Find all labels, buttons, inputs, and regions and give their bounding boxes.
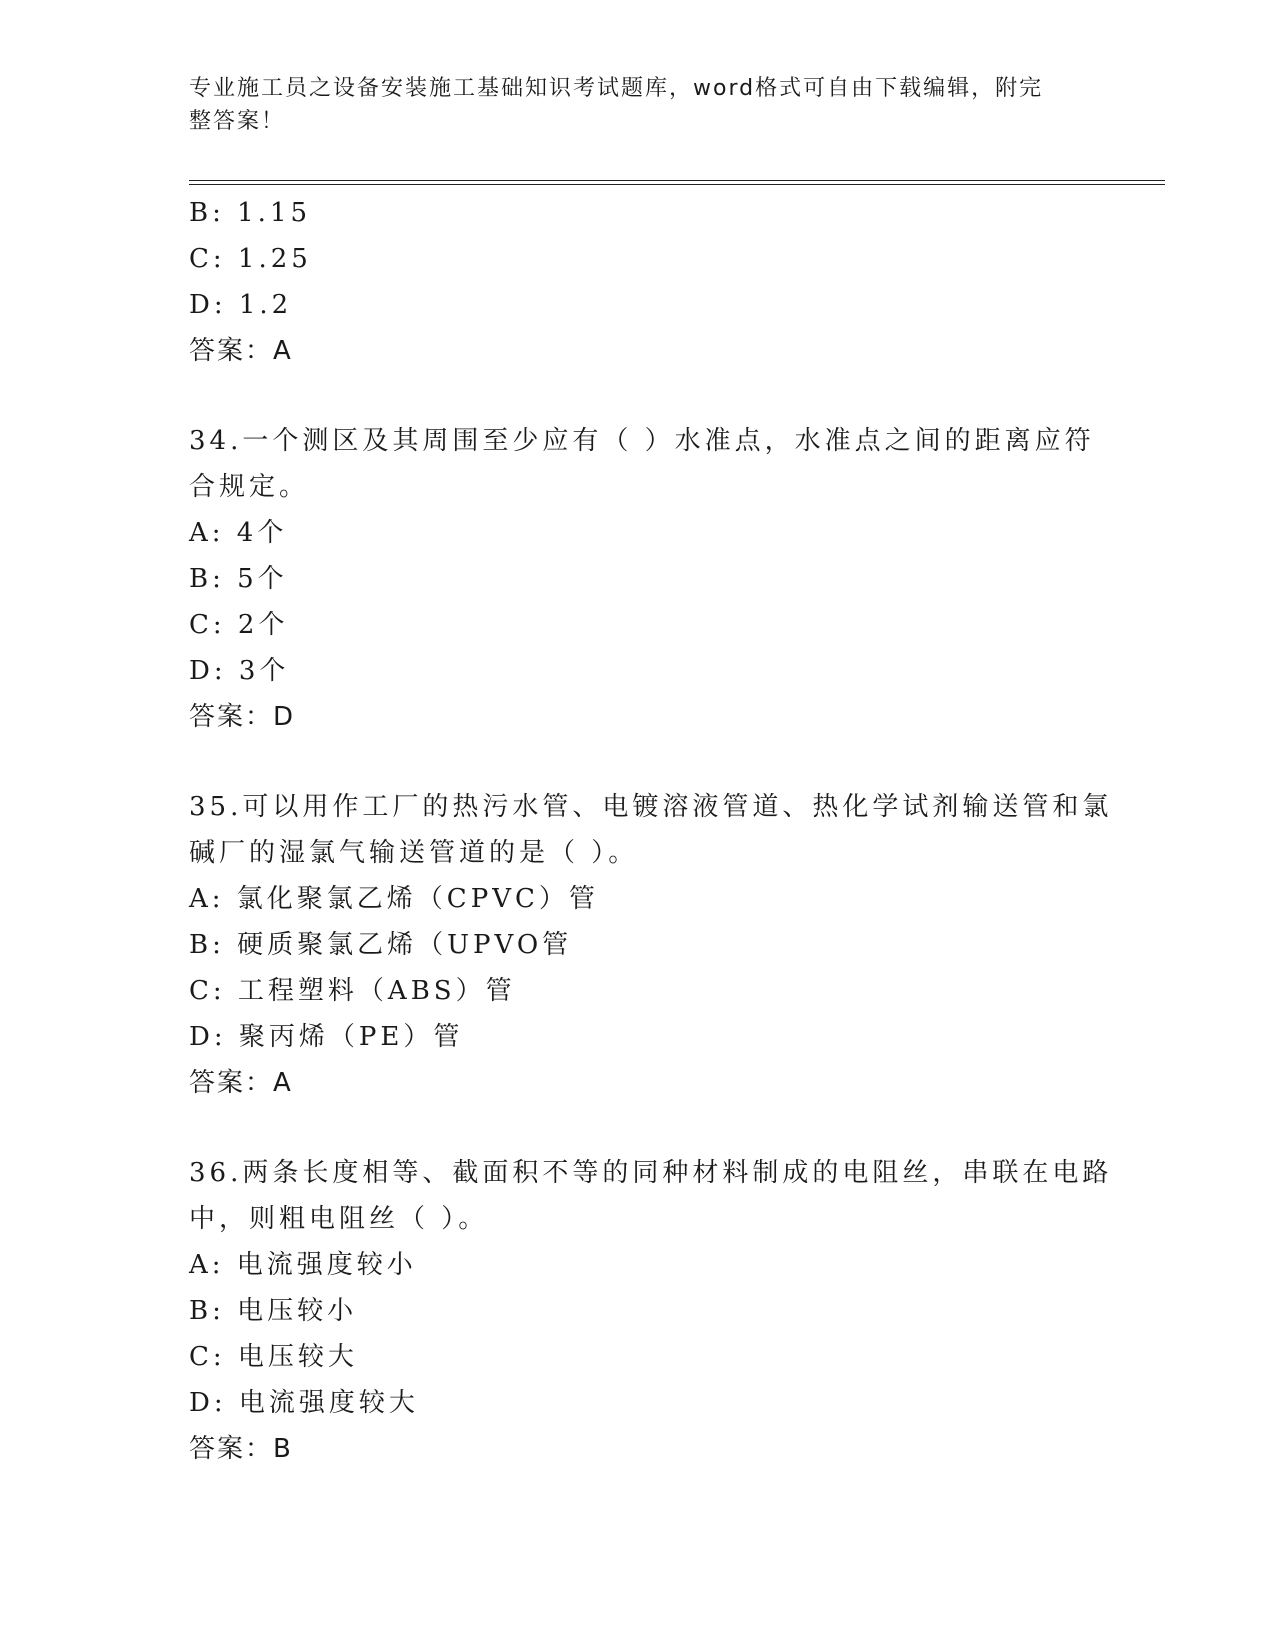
answer: 答案：D <box>189 702 296 732</box>
option-c: C: 2个 <box>189 610 289 640</box>
question-stem-cont: 中，则粗电阻丝（ ）。 <box>189 1204 489 1234</box>
header-line-2: 整答案！ <box>189 109 286 134</box>
option-a: A: 4个 <box>189 518 288 548</box>
option-b: B: 硬质聚氯乙烯（UPVO管 <box>189 930 573 960</box>
option-a: A: 电流强度较小 <box>189 1250 417 1280</box>
answer: 答案：A <box>189 336 293 366</box>
document-header <box>189 72 1069 138</box>
question-stem-cont: 碱厂的湿氯气输送管道的是（ ）。 <box>189 838 639 868</box>
option-d: D: 聚丙烯（PE）管 <box>189 1022 464 1052</box>
option-c: C: 1.25 <box>189 244 312 274</box>
answer: 答案：A <box>189 1068 293 1098</box>
question-list <box>189 190 1113 1472</box>
question-stem-cont: 合规定。 <box>189 472 310 502</box>
option-a: A: 氯化聚氯乙烯（CPVC）管 <box>189 884 599 914</box>
header-divider-top <box>189 180 1165 181</box>
question-stem: 34.一个测区及其周围至少应有（ ）水准点，水准点之间的距离应符 <box>189 426 1095 456</box>
header-line-1: 专业施工员之设备安装施工基础知识考试题库，word格式可自由下载编辑，附完 <box>189 76 1044 101</box>
question-33 <box>189 190 1089 374</box>
option-c: C: 工程塑料（ABS）管 <box>189 976 516 1006</box>
option-d: D: 1.2 <box>189 290 293 320</box>
option-b: B: 1.15 <box>189 198 312 228</box>
question-36 <box>189 1150 1113 1472</box>
question-stem: 35.可以用作工厂的热污水管、电镀溶液管道、热化学试剂输送管和氯 <box>189 792 1113 822</box>
question-stem: 36.两条长度相等、截面积不等的同种材料制成的电阻丝，串联在电路 <box>189 1158 1113 1188</box>
option-b: B: 5个 <box>189 564 288 594</box>
header-divider-bottom <box>189 184 1165 185</box>
answer: 答案：B <box>189 1434 293 1464</box>
option-d: D: 电流强度较大 <box>189 1388 419 1418</box>
question-35 <box>189 784 1113 1106</box>
option-d: D: 3个 <box>189 656 290 686</box>
option-c: C: 电压较大 <box>189 1342 358 1372</box>
option-b: B: 电压较小 <box>189 1296 358 1326</box>
question-34 <box>189 418 1095 740</box>
